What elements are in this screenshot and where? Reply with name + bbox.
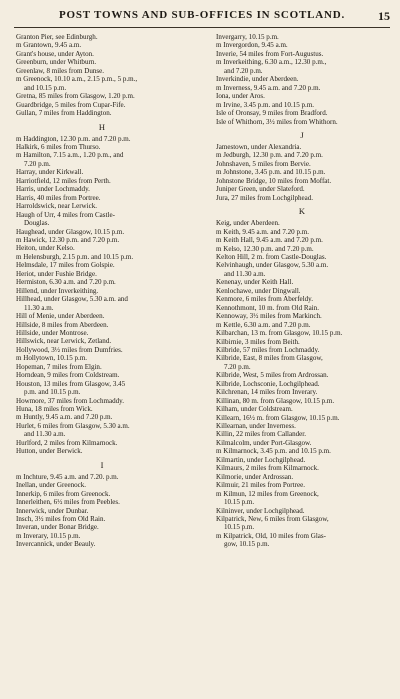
entry-line: Hillend, under Inverkeithing. <box>16 286 99 295</box>
entry-line: Kilbride, 57 miles from Lochmaddy. <box>216 345 320 354</box>
entry-line: m Inverkeithing, 6.30 a.m., 12.30 p.m., <box>216 58 327 67</box>
entry-continuation: gow, 10.15 p.m. <box>224 540 270 549</box>
entry-line: Invercannick, under Beauly. <box>16 540 96 549</box>
entry-line: m Invergordon, 9.45 a.m. <box>216 41 288 50</box>
entry-line: Kelton Hill, 2 m. from Castle-Douglas. <box>216 252 327 261</box>
entry-line: Harriotfield, 12 miles from Perth. <box>16 176 111 185</box>
entry-line: m Keith, 9.45 a.m. and 7.20 p.m. <box>216 227 309 236</box>
entry-line: Helmsdale, 17 miles from Golspie. <box>16 261 115 270</box>
entry-line: Invergarry, 10.15 p.m. <box>216 33 279 41</box>
section-letter: J <box>300 129 304 140</box>
entry-line: Harroldswick, near Lerwick. <box>16 202 98 211</box>
entry-line: Hopeman, 7 miles from Elgin. <box>16 362 102 371</box>
entry-line: Gretna, 85 miles from Glasgow, 1.20 p.m. <box>16 92 135 101</box>
page-number: 15 <box>378 9 390 23</box>
entry-line: Heriot, under Fushie Bridge. <box>16 269 97 278</box>
entry-line: Killearnan, under Inverness. <box>216 422 296 431</box>
entry-line: Kilmuir, 21 miles from Portree. <box>216 481 305 490</box>
entry-line: Hurlet, 6 miles from Glasgow, 5.30 a.m. <box>16 421 130 430</box>
entry-line: Kilmartin, under Lochgilphead. <box>216 455 306 464</box>
entry-continuation: 10.15 p.m. <box>224 498 255 507</box>
entry-line: m Hollytown, 10.15 p.m. <box>16 354 88 363</box>
entry-line: Kilninver, under Lochgilphead. <box>216 506 305 515</box>
entry-line: Grant's house, under Ayton. <box>16 49 94 58</box>
entry-line: Iona, under Aros. <box>216 92 265 101</box>
entry-continuation: p.m. and 10.15 p.m. <box>24 388 81 397</box>
entry-line: m Helensburgh, 2.15 p.m. and 10.15 p.m. <box>16 252 134 261</box>
entry-continuation: 7.20 p.m. <box>24 159 51 168</box>
entry-line: Heiton, under Kelso. <box>16 244 75 253</box>
entry-line: Haughead, under Glasgow, 10.15 p.m. <box>16 227 125 236</box>
entry-line: m Huntly, 9.45 a.m. and 7.20 p.m. <box>16 413 113 422</box>
entry-line: Keig, under Aberdeen. <box>216 219 280 228</box>
entry-line: Horndean, 9 miles from Coldstream. <box>16 371 120 380</box>
entry-line: Jura, 27 miles from Lochgilphead. <box>216 193 314 202</box>
entry-line: Houston, 13 miles from Glasgow, 3.45 <box>16 379 126 388</box>
entry-line: Innerwick, under Dunbar. <box>16 506 89 515</box>
entry-line: Hurlford, 2 miles from Kilmarnock. <box>16 438 118 447</box>
entry-line: Insch, 3½ miles from Old Rain. <box>16 515 106 524</box>
entry-line: Haugh of Urr, 4 miles from Castle- <box>16 210 115 219</box>
entry-continuation: 11.30 a.m. <box>24 303 54 312</box>
entry-line: Granton Pier, see Edinburgh. <box>16 33 98 41</box>
entry-line: Johnshaven, 5 miles from Bervie. <box>216 159 311 168</box>
entry-continuation: and 10.15 p.m. <box>24 83 67 92</box>
entry-line: Hillhead, under Glasgow, 5.30 a.m. and <box>16 295 128 304</box>
entry-line: m Hawick, 12.30 p.m. and 7.20 p.m. <box>16 235 120 244</box>
entry-continuation: and 11.30 a.m. <box>24 430 66 439</box>
entry-line: m Haddington, 12.30 p.m. and 7.20 p.m. <box>16 134 131 143</box>
section-letter: I <box>100 459 104 470</box>
entry-line: m Johnstone, 3.45 p.m. and 10.15 p.m. <box>216 168 326 177</box>
entry-line: m Kelso, 12.30 p.m. and 7.20 p.m. <box>216 244 314 253</box>
entry-line: Kilpatrick, New, 6 miles from Glasgow, <box>216 515 329 524</box>
entry-line: Jamestown, under Alexandria. <box>216 142 302 151</box>
entry-line: Isle of Oronsay, 9 miles from Bradford. <box>216 109 328 118</box>
entry-line: Isle of Whithorn, 3½ miles from Whithorn. <box>216 117 338 126</box>
entry-line: Juniper Green, under Slateford. <box>216 185 305 194</box>
entry-line: m Inverary, 10.15 p.m. <box>16 531 81 540</box>
entry-line: Kilmaurs, 2 miles from Kilmarnock. <box>216 464 319 473</box>
entry-line: Kennoway, 3½ miles from Markinch. <box>216 312 322 321</box>
entry-line: Kilchrenan, 14 miles from Inverary. <box>216 388 318 397</box>
entry-line: m Jedburgh, 12.30 p.m. and 7.20 p.m. <box>216 151 323 160</box>
entry-line: Gullan, 7 miles from Haddington. <box>16 109 112 118</box>
entry-line: Kilbirnie, 3 miles from Beith. <box>216 337 300 346</box>
entry-line: Huna, 18 miles from Wick. <box>16 405 93 414</box>
entry-line: Kenlochawe, under Dingwall. <box>216 286 301 295</box>
entry-line: Inverie, 54 miles from Fort-Augustus. <box>216 49 324 58</box>
right-column <box>216 33 388 549</box>
entry-continuation: and 7.20 p.m. <box>224 66 263 75</box>
header-rule <box>14 27 390 28</box>
entry-line: Kilbride, East, 8 miles from Glasgow, <box>216 354 323 363</box>
entry-line: m Irvine, 3.45 p.m. and 10.15 p.m. <box>216 100 315 109</box>
entry-line: Harray, under Kirkwall. <box>16 168 84 177</box>
entry-continuation: Douglas. <box>24 219 50 228</box>
entry-line: m Inchture, 9.45 a.m. and 7.20. p.m. <box>16 472 119 481</box>
entry-line: Harris, under Lochmaddy. <box>16 185 90 194</box>
entry-line: Kenmore, 6 miles from Aberfeldy. <box>216 295 313 304</box>
entry-line: Kenenay, under Keith Hall. <box>216 278 294 287</box>
entry-line: Inellan, under Greenock. <box>16 481 87 490</box>
entry-line: Kelvinhaugh, under Glasgow, 5.30 a.m. <box>216 261 329 270</box>
entry-line: Kilham, under Coldstream. <box>216 405 293 414</box>
entry-line: Killearn, 16½ m. from Glasgow, 10.15 p.m. <box>216 413 340 422</box>
entry-line: Hillside, 8 miles from Aberdeen. <box>16 320 109 329</box>
entry-line: Hillside, under Montrose. <box>16 328 89 337</box>
entry-continuation: 10.15 p.m. <box>224 523 255 532</box>
entry-line: m Kilmun, 12 miles from Greenock, <box>216 489 319 498</box>
entry-line: Guardbridge, 5 miles from Cupar-Fife. <box>16 100 126 109</box>
entry-line: Inveran, under Bonar Bridge. <box>16 523 99 532</box>
entry-line: Kilmalcolm, under Port-Glasgow. <box>216 438 312 447</box>
entry-line: Kilmorie, under Ardrossan. <box>216 472 294 481</box>
entry-line: Harris, 40 miles from Portree. <box>16 193 101 202</box>
entry-line: Hill of Menie, under Aberdeen. <box>16 312 105 321</box>
entry-line: Hillswick, near Lerwick, Zetland. <box>16 337 112 346</box>
entry-line: Greenlaw, 8 miles from Dunse. <box>16 66 104 75</box>
entry-line: Kennothmont, 10 m. from Old Rain. <box>216 303 319 312</box>
entry-continuation: 7.20 p.m. <box>224 362 251 371</box>
entry-line: m Grantown, 9.45 a.m. <box>16 41 82 50</box>
entry-line: m Keith Hall, 9.45 a.m. and 7.20 p.m. <box>216 236 323 245</box>
entry-line: Kilbarchan, 13 m. from Glasgow, 10.15 p.m. <box>216 329 343 338</box>
entry-line: Kilbride, Lochsconie, Lochgilphead. <box>216 379 320 388</box>
entry-line: Howmore, 37 miles from Lochmaddy. <box>16 396 124 405</box>
entry-line: m Inverness, 9.45 a.m. and 7.20 p.m. <box>216 83 321 92</box>
entry-line: Kilbride, West, 5 miles from Ardrossan. <box>216 371 329 380</box>
section-letter: H <box>98 121 106 132</box>
entry-line: m Greenock, 10.10 a.m., 2.15 p.m., 5 p.m., <box>16 75 138 84</box>
entry-line: m Hamilton, 7.15 a.m., 1.20 p.m., and <box>16 151 124 160</box>
entry-line: Innerleithen, 6½ miles from Peebles. <box>16 498 120 507</box>
entry-line: Innerkip, 6 miles from Greenock. <box>16 489 111 498</box>
entry-line: Killin, 22 miles from Callander. <box>216 430 307 439</box>
entry-continuation: and 11.30 a.m. <box>224 269 266 278</box>
page-title: POST TOWNS AND SUB-OFFICES IN SCOTLAND. <box>58 9 346 21</box>
entry-line: Killinan, 80 m. from Glasgow, 10.15 p.m. <box>216 396 335 405</box>
entry-line: Halkirk, 6 miles from Thurso. <box>16 142 101 151</box>
section-letter: K <box>298 206 306 217</box>
entry-line: m Kilpatrick, Old, 10 miles from Glas- <box>216 531 326 540</box>
page-header <box>14 9 390 25</box>
entry-line: Hermiston, 6.30 a.m. and 7.20 p.m. <box>16 278 116 287</box>
entry-line: Greenburn, under Whitburn. <box>16 58 97 67</box>
entry-line: Hutton, under Berwick. <box>16 447 83 456</box>
left-column <box>16 33 188 549</box>
entry-line: Johnstone Bridge, 10 miles from Moffat. <box>216 176 332 185</box>
entry-line: m Kettle, 6.30 a.m. and 7.20 p.m. <box>216 320 311 329</box>
entry-line: Hollywood, 3½ miles from Dumfries. <box>16 345 123 354</box>
entry-line: m Kilmarnock, 3.45 p.m. and 10.15 p.m. <box>216 447 331 456</box>
entry-line: Inverkindie, under Aberdeen. <box>216 75 299 84</box>
